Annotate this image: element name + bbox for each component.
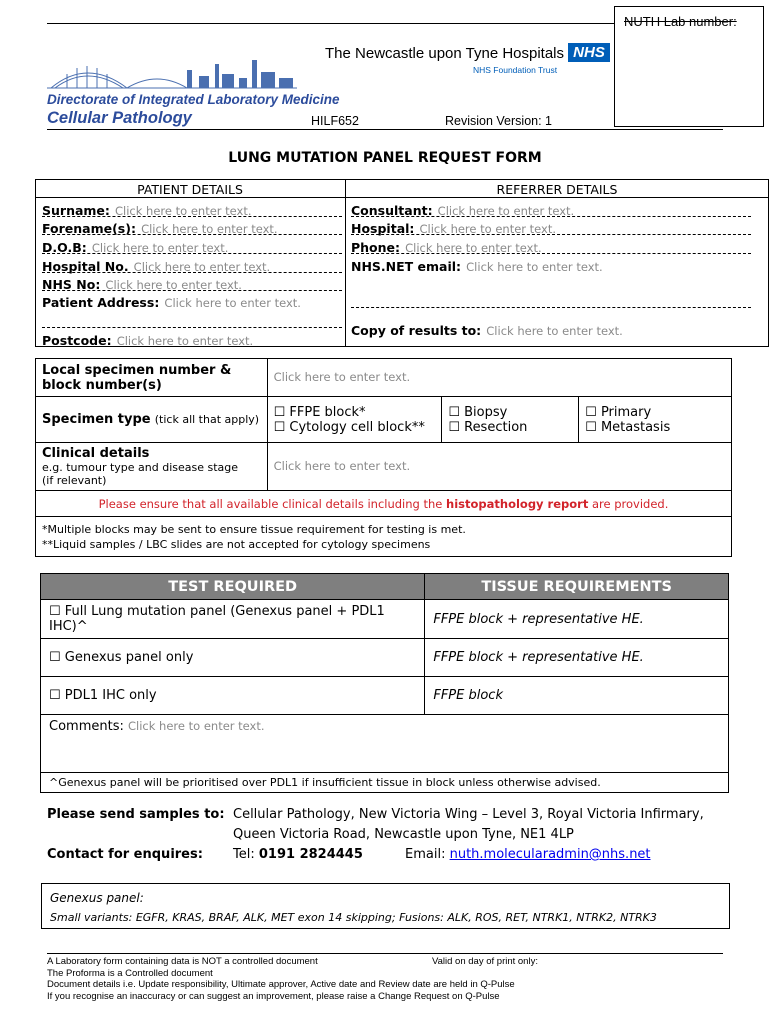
patient-details-heading: PATIENT DETAILS	[137, 182, 243, 197]
dob-placeholder: Click here to enter text.	[91, 241, 229, 255]
metastasis-checkbox[interactable]: ☐ Metastasis	[585, 419, 671, 435]
comments-row	[41, 715, 729, 773]
postcode-label: Postcode:	[42, 333, 112, 348]
consultant-placeholder: Click here to enter text.	[437, 204, 575, 218]
primary-checkbox[interactable]: ☐ Primary	[585, 404, 652, 420]
postcode-field[interactable]	[42, 330, 342, 347]
referrer-hospital-placeholder: Click here to enter text.	[419, 222, 557, 236]
comments-input[interactable]	[41, 715, 729, 773]
warning-row	[36, 491, 732, 517]
consultant-field[interactable]	[351, 200, 751, 217]
email-label: Email:	[405, 847, 446, 862]
comments-placeholder: Click here to enter text.	[128, 719, 265, 733]
send-samples-label: Please send samples to:	[47, 807, 225, 822]
clinical-details-hint-relevant: (if relevant)	[42, 474, 107, 487]
test-row	[41, 600, 729, 639]
copy-results-field[interactable]	[351, 320, 751, 337]
phone-label: Phone:	[351, 240, 401, 255]
local-specimen-row	[36, 359, 732, 397]
test-row	[41, 677, 729, 715]
email-link[interactable]: nuth.molecularadmin@nhs.net	[449, 847, 651, 862]
specimen-type-cell	[36, 397, 268, 443]
address-line-2: Queen Victoria Road, Newcastle upon Tyne, NE1 4LP	[233, 827, 574, 842]
footer-line-3: Document details i.e. Update responsibility, Ultimate approver, Active date and Review date are held in Q-Pulse	[47, 979, 515, 990]
clinical-details-placeholder: Click here to enter text.	[273, 459, 411, 473]
local-specimen-placeholder: Click here to enter text.	[273, 370, 411, 384]
specimen-notes	[36, 517, 732, 557]
nhs-no-placeholder: Click here to enter text.	[105, 278, 242, 292]
valid-on-print: Valid on day of print only:	[432, 956, 538, 967]
nhs-no-field[interactable]	[42, 274, 342, 291]
cytology-block-checkbox[interactable]: ☐ Cytology cell block**	[273, 419, 425, 435]
revision-version: Revision Version: 1	[445, 114, 553, 128]
surname-label: Surname:	[42, 203, 110, 218]
phone-field[interactable]	[351, 237, 751, 254]
forename-label: Forename(s):	[42, 221, 136, 236]
primary-metastasis-cell	[579, 397, 732, 443]
tissue-requirements-heading: TISSUE REQUIREMENTS	[425, 574, 729, 600]
nuth-lab-number-label: NUTH Lab number:	[624, 14, 737, 29]
email	[405, 847, 651, 862]
genexus-panel-details: Small variants: EGFR, KRAS, BRAF, ALK, MET exon 14 skipping; Fusions: ALK, ROS, RET, NTRK1, NTRK2, NTRK3	[50, 911, 657, 924]
directorate-title: Directorate of Integrated Laboratory Medicine	[47, 92, 340, 107]
notes-row	[36, 517, 732, 557]
test-required-heading: TEST REQUIRED	[41, 574, 425, 600]
hospital-no-label: Hospital No.	[42, 259, 129, 274]
test-required-table	[40, 573, 729, 793]
local-specimen-input[interactable]	[267, 359, 731, 397]
warning-emphasis: histopathology report	[446, 496, 589, 511]
foundation-trust-label: NHS Foundation Trust	[473, 65, 558, 75]
specimen-type-label: Specimen type	[42, 412, 151, 427]
patient-referrer-divider	[345, 179, 346, 347]
forename-field[interactable]	[42, 218, 342, 235]
genexus-panel-box	[41, 883, 730, 929]
specimen-table	[35, 358, 732, 557]
histopathology-warning	[36, 491, 732, 517]
comments-label: Comments:	[49, 719, 124, 734]
nhs-net-email-placeholder: Click here to enter text.	[466, 260, 603, 274]
clinical-details-hint: e.g. tumour type and disease stage	[42, 461, 239, 474]
footer-line-4: If you recognise an inaccuracy or can suggest an improvement, please raise a Change Request on Q-Pulse	[47, 990, 500, 1002]
patient-address-label: Patient Address:	[42, 295, 160, 310]
full-lung-panel-checkbox[interactable]: ☐ Full Lung mutation panel (Genexus panel + PDL1 IHC)^	[41, 600, 425, 639]
test-table-header	[41, 574, 729, 600]
resection-checkbox[interactable]: ☐ Resection	[448, 419, 528, 435]
details-heading-rule	[35, 197, 769, 198]
footer-line-1: A Laboratory form containing data is NOT a controlled document	[47, 956, 318, 967]
warning-text: Please ensure that all available clinical details including the	[98, 496, 447, 511]
consultant-label: Consultant:	[351, 203, 433, 218]
ffpe-cytology-cell	[267, 397, 442, 443]
phone-placeholder: Click here to enter text.	[405, 241, 542, 255]
surname-placeholder: Click here to enter text.	[115, 204, 252, 218]
biopsy-checkbox[interactable]: ☐ Biopsy	[448, 404, 508, 420]
hospital-name: The Newcastle upon Tyne Hospitals	[325, 45, 565, 62]
copy-results-label: Copy of results to:	[351, 323, 482, 338]
warning-text-end: are provided.	[588, 496, 669, 511]
biopsy-resection-cell	[442, 397, 579, 443]
contact-enquiries-label: Contact for enquires:	[47, 847, 203, 862]
form-title: LUNG MUTATION PANEL REQUEST FORM	[228, 150, 542, 166]
clinical-details-input[interactable]	[267, 443, 731, 491]
form-code: HILF652	[311, 114, 359, 128]
local-specimen-label: Local specimen number & block number(s)	[36, 359, 268, 397]
genexus-panel-title: Genexus panel:	[50, 891, 144, 905]
top-rule	[47, 23, 615, 24]
clinical-details-row	[36, 443, 732, 491]
tissue-requirement: FFPE block	[425, 677, 729, 715]
tissue-requirement: FFPE block + representative HE.	[425, 600, 729, 639]
test-row	[41, 639, 729, 677]
dob-field[interactable]	[42, 237, 342, 254]
ffpe-block-checkbox[interactable]: ☐ FFPE block*	[273, 404, 366, 420]
telephone	[233, 847, 363, 862]
specimen-type-hint: (tick all that apply)	[154, 413, 260, 426]
tyne-bridge-logo	[47, 56, 297, 92]
referrer-hospital-label: Hospital:	[351, 221, 415, 236]
liquid-samples-note: **Liquid samples / LBC slides are not accepted for cytology specimens	[42, 537, 431, 551]
specimen-type-row	[36, 397, 732, 443]
tissue-requirement: FFPE block + representative HE.	[425, 639, 729, 677]
footnote-row	[41, 773, 729, 793]
hospital-no-placeholder: Click here to enter text.	[133, 260, 271, 274]
nhs-no-label: NHS No:	[42, 277, 101, 292]
nhs-net-email-field[interactable]	[351, 256, 751, 308]
genexus-only-checkbox[interactable]: ☐ Genexus panel only	[41, 639, 425, 677]
referrer-hospital-field[interactable]	[351, 218, 751, 235]
tel-label: Tel:	[233, 847, 255, 862]
patient-address-field[interactable]	[42, 292, 342, 328]
postcode-placeholder: Click here to enter text.	[116, 334, 254, 348]
multiple-blocks-note: *Multiple blocks may be sent to ensure tissue requirement for testing is met.	[42, 522, 466, 536]
hospital-no-field[interactable]	[42, 256, 342, 273]
forename-placeholder: Click here to enter text.	[141, 222, 278, 236]
nhs-logo: NHS	[568, 43, 610, 62]
department-title: Cellular Pathology	[47, 109, 192, 127]
genexus-priority-footnote: ^Genexus panel will be prioritised over PDL1 if insufficient tissue in block unless otherwise advised.	[41, 773, 729, 793]
nhs-net-email-label: NHS.NET email:	[351, 259, 462, 274]
footer-line-2: The Proforma is a Controlled document	[47, 967, 213, 979]
copy-results-placeholder: Click here to enter text.	[486, 324, 623, 338]
surname-field[interactable]	[42, 200, 342, 217]
tel-number: 0191 2824445	[258, 847, 363, 862]
patient-address-placeholder: Click here to enter text.	[164, 296, 301, 310]
referrer-details-heading: REFERRER DETAILS	[496, 182, 618, 197]
dob-label: D.O.B:	[42, 240, 87, 255]
address-line-1: Cellular Pathology, New Victoria Wing – Level 3, Royal Victoria Infirmary,	[233, 807, 704, 822]
footer-rule	[47, 953, 723, 954]
clinical-details-cell	[36, 443, 268, 491]
pdl1-only-checkbox[interactable]: ☐ PDL1 IHC only	[41, 677, 425, 715]
header-rule	[47, 129, 723, 130]
clinical-details-label: Clinical details	[42, 446, 150, 461]
